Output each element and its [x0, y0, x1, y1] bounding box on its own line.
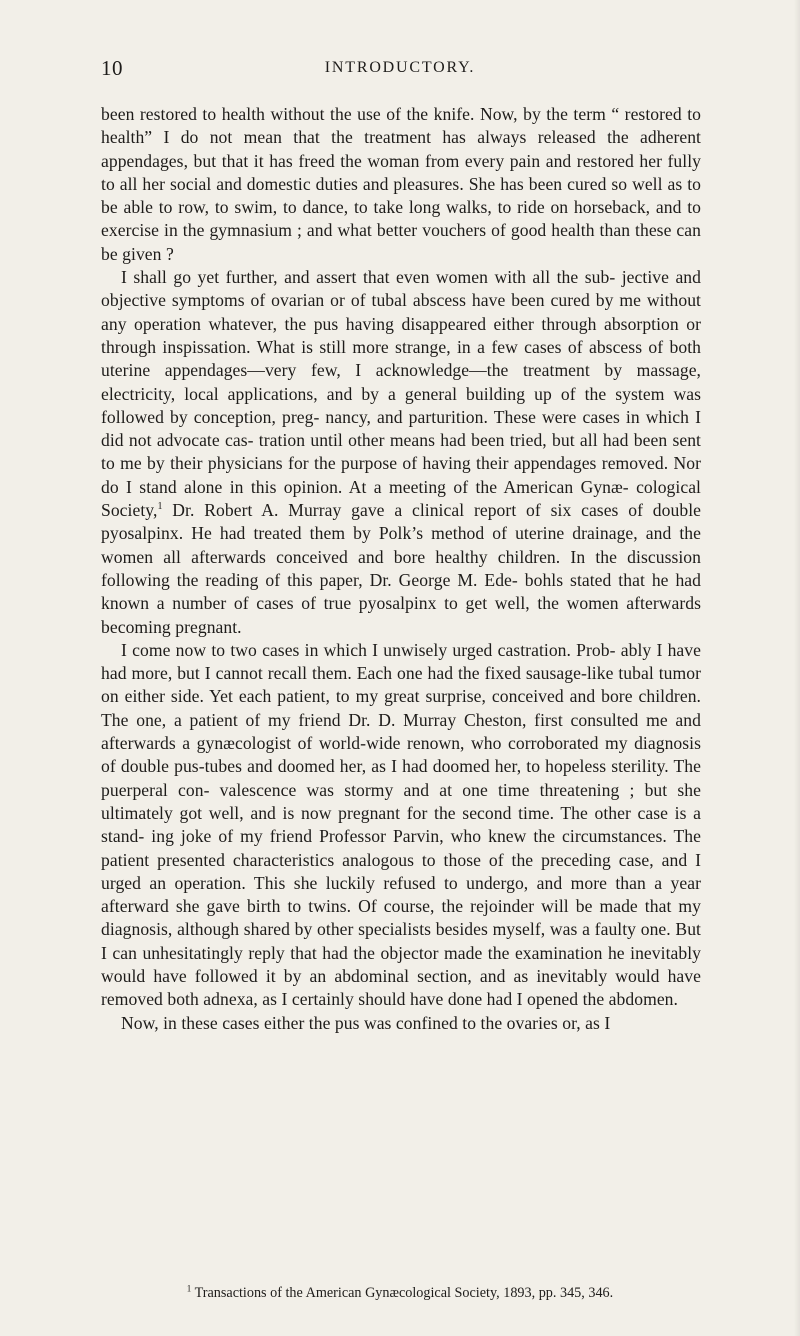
footnote	[101, 1284, 699, 1302]
paragraph-2-text: I shall go yet further, and assert that even women with all the sub- jective and objective symptoms of ovarian or of tubal abscess have been cured by me without any operation whatever, the pus having disappeared either through absorption or through inspissation. What is still more strange, in a few cases of abscess of both uterine appendages—very few, I acknowledge—the treatment by massage, electricity, local applications, and by a general building up of the system was followed by conception, preg- nancy, and parturition. These were cases in which I did not advocate cas- tration until other means had been tried, but all had been sent to me by their physicians for the purpose of having their appendages removed. Nor do I stand alone in this opinion. At a meeting of the American Gynæ- cological Society,	[101, 267, 701, 521]
page-number: 10	[101, 56, 123, 80]
paragraph-4-text: Now, in these cases either the pus was confined to the ovaries or, as I	[121, 1012, 611, 1033]
paragraph-2-text-continued: Dr. Robert A. Murray gave a clinical report of six cases of double pyosalpinx. He had treated them by Polk’s method of uterine drainage, and the women all afterwards conceived and bore healthy children. In the discussion following the reading of this paper, Dr. George M. Ede- bohls stated that he had known a number of cases of true pyosalpinx to get well, the women afterwards becoming pregnant.	[101, 500, 701, 637]
paragraph-3-text: I come now to two cases in which I unwisely urged castration. Prob- ably I have had more, but I cannot recall them. Each one had the fixed sausage-like tubal tumor on either side. Yet each patient, to my great surprise, conceived and bore children. The one, a patient of my friend Dr. D. Murray Cheston, first consulted me and afterwards a gynæcologist of world-wide renown, who corroborated my diagnosis of double pus-tubes and doomed her, as I had doomed her, to hopeless sterility. The puerperal con- valescence was stormy and at one time threatening ; but she ultimately got well, and is now pregnant for the second time. The other case is a stand- ing joke of my friend Professor Parvin, who knew the circumstances. The patient presented characteristics analogous to those of the preceding case, and I urged an operation. This she luckily refused to undergo, and more than a year afterward she gave birth to twins. Of course, the rejoinder will be made that my diagnosis, although shared by other specialists besides myself, was a faulty one. But I can unhesitatingly reply that had the objector made the examination he inevitably would have followed it by an abdominal section, and as inevitably would have removed both adnexa, as I certainly should have done had I opened the abdomen.	[101, 639, 701, 1010]
footnote-marker: 1	[186, 1283, 192, 1294]
paragraph-2	[101, 266, 701, 639]
page-edge-shadow	[794, 0, 800, 1336]
paragraph-4	[101, 1012, 701, 1035]
paragraph-1-text: been restored to health without the use of the knife. Now, by the term “ restored to health” I do not mean that the treatment has always released the adherent appendages, but that it has freed the woman from every pain and restored her fully to all her social and domestic duties and pleasures. She has been cured so well as to be able to row, to swim, to dance, to take long walks, to ride on horseback, and to exercise in the gymnasium ; and what better vouchers of good health than these can be given ?	[101, 104, 701, 264]
paragraph-3	[101, 639, 701, 1012]
running-head	[101, 56, 699, 84]
footnote-text: Transactions of the American Gynæcological Society, 1893, pp. 345, 346.	[191, 1285, 614, 1301]
running-title: INTRODUCTORY.	[324, 59, 476, 76]
footnote-reference: 1	[157, 501, 163, 513]
body-text	[101, 103, 701, 1035]
paragraph-1	[101, 103, 701, 266]
